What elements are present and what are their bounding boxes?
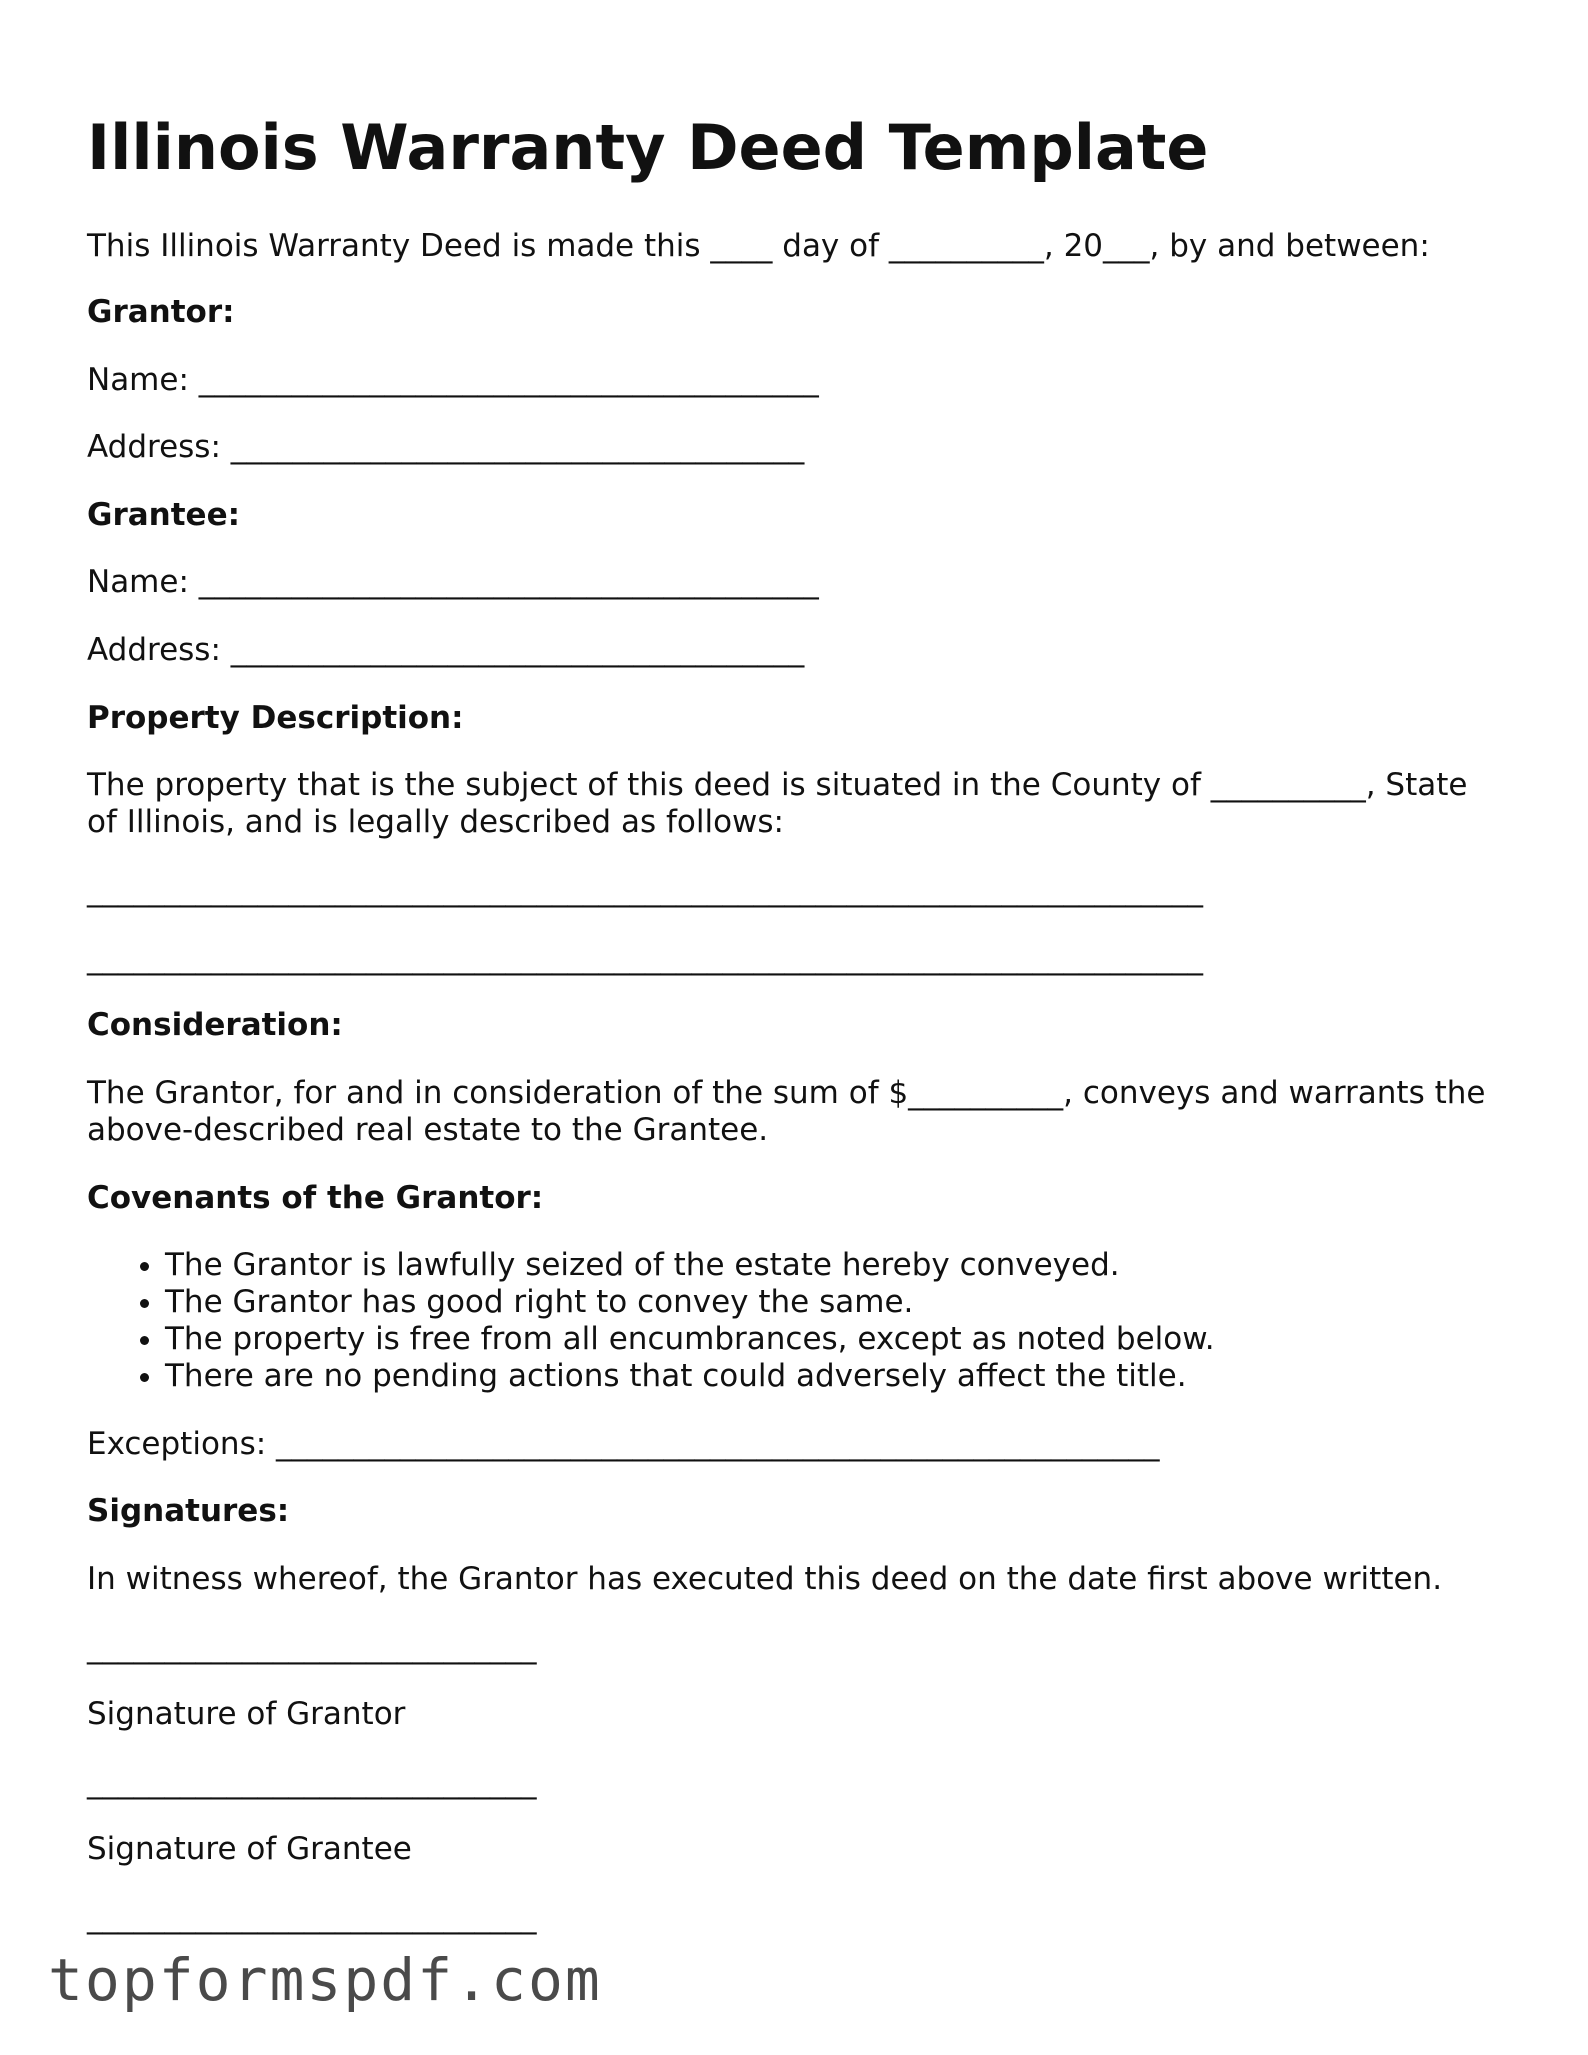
grantee-address-field[interactable]: Address: _____________________________________ <box>87 632 805 668</box>
property-text: The property that is the subject of this deed is situated in the County of __________, State of Illinois, and is legally described as follows: <box>87 767 1468 840</box>
intro-text: This Illinois Warranty Deed is made this ____ day of __________, 20___, by and between: <box>87 228 1430 264</box>
grantor-heading: Grantor: <box>87 294 235 330</box>
extra-signature-line[interactable]: _____________________________ <box>87 1899 537 1935</box>
property-blank-line-1[interactable]: ________________________________________________________________________ <box>87 872 1203 908</box>
exceptions-field[interactable]: Exceptions: _________________________________________________________ <box>87 1426 1160 1462</box>
covenants-heading: Covenants of the Grantor: <box>87 1180 544 1216</box>
covenants-list <box>87 1247 1215 1395</box>
property-blank-line-2[interactable]: ________________________________________________________________________ <box>87 940 1203 976</box>
signatures-heading: Signatures: <box>87 1493 290 1529</box>
covenant-item: • The property is free from all encumbrances, except as noted below. <box>165 1321 1215 1358</box>
covenant-item: • The Grantor is lawfully seized of the estate hereby conveyed. <box>165 1247 1215 1284</box>
grantee-signature-line[interactable]: _____________________________ <box>87 1764 537 1800</box>
grantee-name-field[interactable]: Name: ________________________________________ <box>87 564 819 600</box>
signatures-text: In witness whereof, the Grantor has executed this deed on the date first above written. <box>87 1561 1443 1597</box>
grantor-address-field[interactable]: Address: _____________________________________ <box>87 429 805 465</box>
grantor-signature-label: Signature of Grantor <box>87 1696 406 1732</box>
grantor-name-field[interactable]: Name: ________________________________________ <box>87 362 819 398</box>
covenant-item: • There are no pending actions that could adversely affect the title. <box>165 1358 1215 1395</box>
grantee-heading: Grantee: <box>87 497 240 533</box>
consideration-text: The Grantor, for and in consideration of the sum of $__________, conveys and warrants the above-described real estate to the Grantee. <box>87 1075 1486 1148</box>
document-title: Illinois Warranty Deed Template <box>87 111 1209 184</box>
property-heading: Property Description: <box>87 700 464 736</box>
grantee-signature-label: Signature of Grantee <box>87 1831 412 1867</box>
grantor-signature-line[interactable]: _____________________________ <box>87 1629 537 1665</box>
watermark: topformspdf.com <box>48 1946 602 2014</box>
consideration-heading: Consideration: <box>87 1007 343 1043</box>
covenant-item: • The Grantor has good right to convey the same. <box>165 1284 1215 1321</box>
